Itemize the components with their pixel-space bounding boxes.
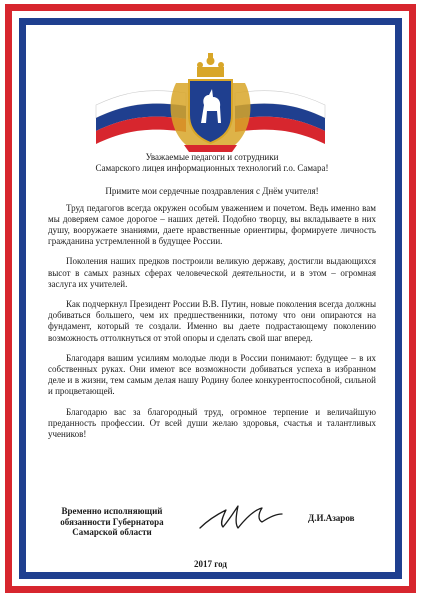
signer-title-line: Самарской области <box>72 527 152 537</box>
crown-icon <box>197 53 224 77</box>
letter-year: 2017 год <box>194 559 227 569</box>
greeting-line: Уважаемые педагоги и сотрудники <box>145 152 279 162</box>
signature-block <box>48 506 376 546</box>
signer-name: Д.И.Азаров <box>308 513 355 523</box>
shield-icon <box>189 80 232 143</box>
paragraph: Благодаря вашим усилиям молодые люди в России понимают: будущее – в их собственных руках. Они имеют все возможности добиваться успеха в избранном деле и в жизни, тем самым делая нашу Родину более конкурентоспособной, сильной и процветающей. <box>48 352 376 397</box>
paragraph: Благодарю вас за благородный труд, огромное терпение и величайшую преданность профессии. От всей души желаю здоровья, счастья и талантливых учеников! <box>48 406 376 440</box>
signer-title-line: обязанности Губернатора <box>60 516 164 527</box>
samara-coat-of-arms-with-flags <box>26 53 395 153</box>
congratulation-line: Примите мои сердечные поздравления с Днём учителя! <box>105 186 319 197</box>
letter-body <box>48 152 376 449</box>
greeting-line: Самарского лицея информационных технологий г.о. Самара! <box>95 163 329 174</box>
paragraph: Труд педагогов всегда окружен особым уважением и почетом. Ведь именно вам мы доверяем самое дорогое – наших детей. Подобно творцу, вы вкладываете в них душу, вооружаете знаниями, даете нравственные ориентиры, формируете личность гражданина устремленной в будущее России. <box>48 202 376 247</box>
paragraph: Поколения наших предков построили великую державу, достигли выдающихся высот в самых разных сферах человеческой деятельности, и в этом – огромная заслуга их учителей. <box>48 256 376 289</box>
signer-title-line: Временно исполняющий <box>61 506 163 516</box>
letter-sheet <box>26 25 395 572</box>
greeting <box>48 152 376 174</box>
signer-title <box>52 506 172 538</box>
paragraph: Как подчеркнул Президент России В.В. Путин, новые поколения всегда должны добиваться большего, чем их предшественники, потому что они опираются на фундамент, который те создали. Именно вы даете подрастающему поколению возможность оттолкнуться от этой опоры и сделать свой шаг вперед. <box>48 299 376 343</box>
handwritten-signature <box>196 500 286 534</box>
